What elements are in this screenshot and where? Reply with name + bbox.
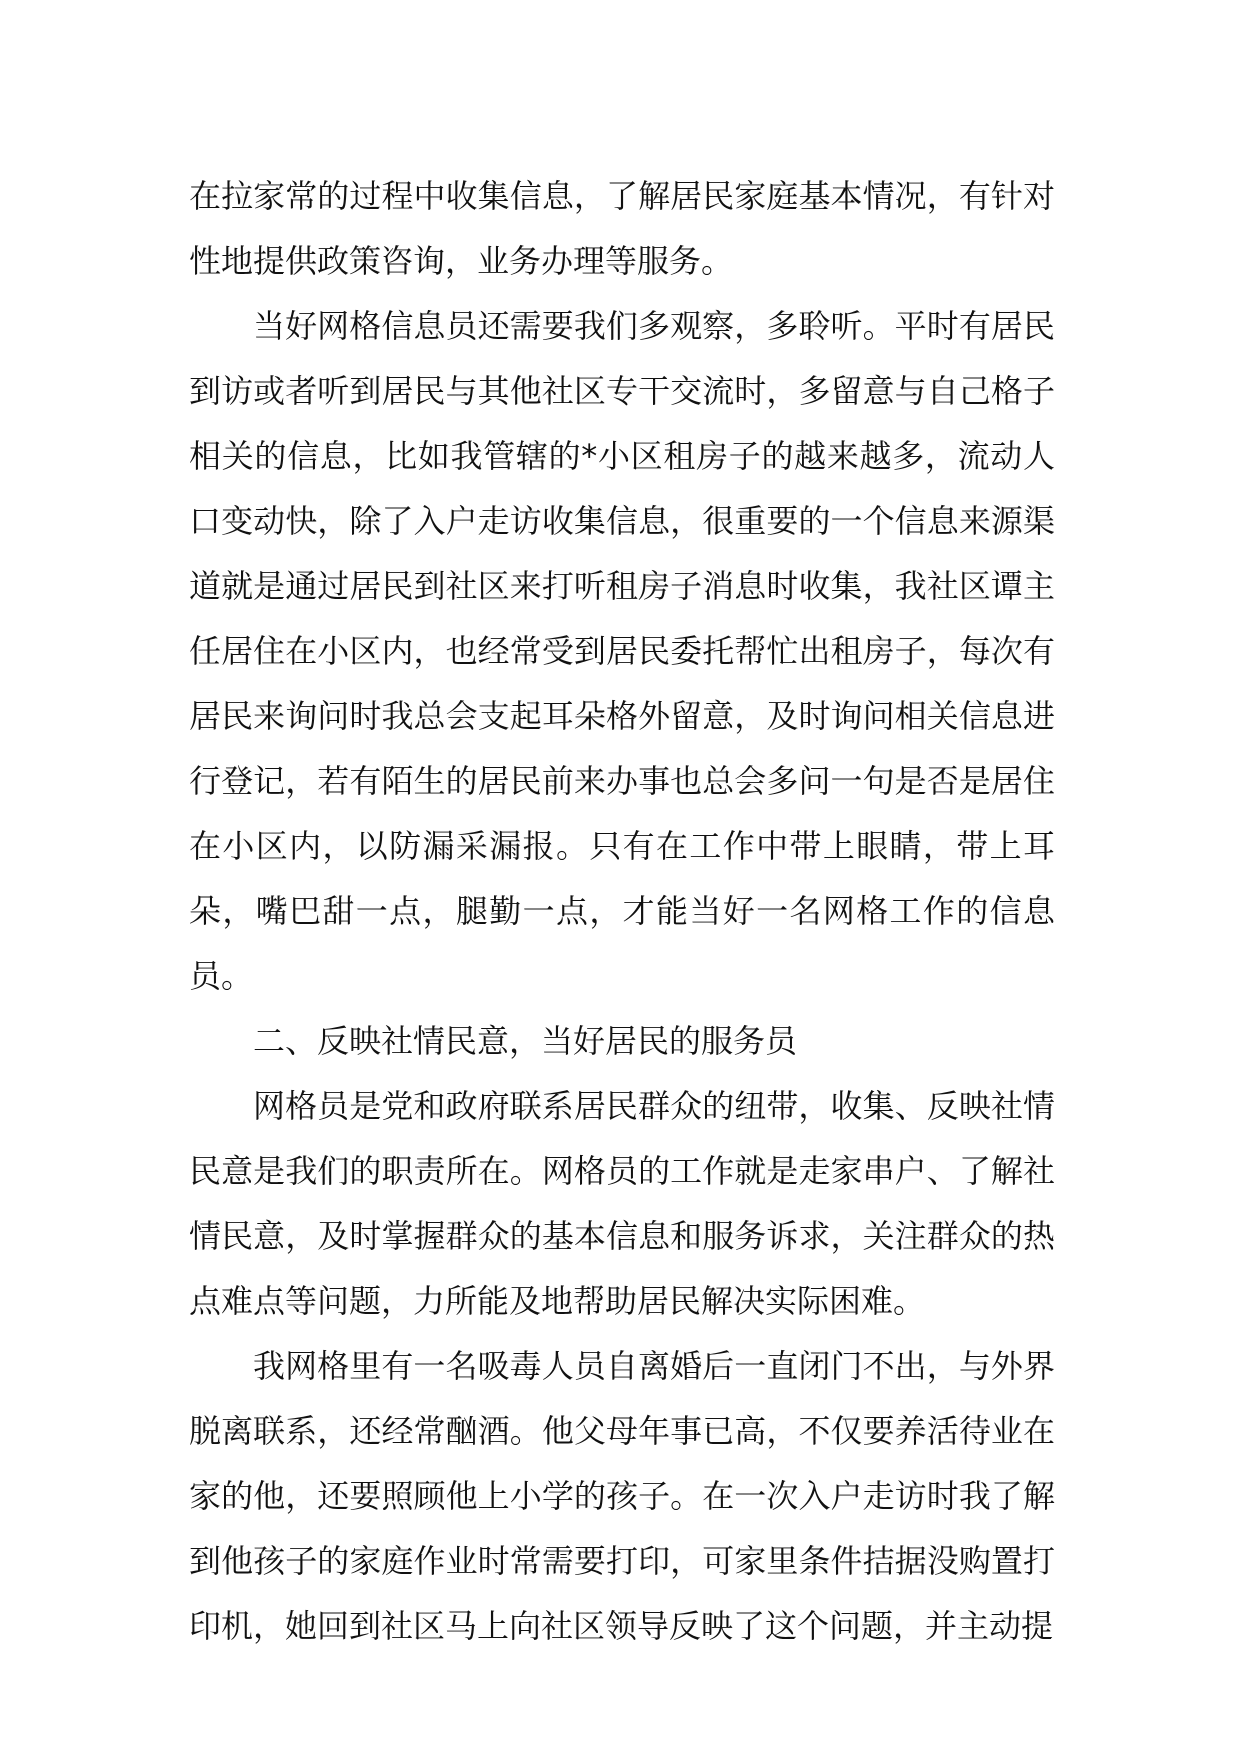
paragraph-continuation: 在拉家常的过程中收集信息，了解居民家庭基本情况，有针对性地提供政策咨询，业务办理等服务。 [189, 177, 1055, 280]
document-body [189, 164, 1055, 1659]
paragraph-information-officer: 当好网格信息员还需要我们多观察，多聆听。平时有居民到访或者听到居民与其他社区专干交流时，多留意与自己格子相关的信息，比如我管辖的*小区租房子的越来越多，流动人口变动快，除了入户走访收集信息，很重要的一个信息来源渠道就是通过居民到社区来打听租房子消息时收集，我社区谭主任居住在小区内，也经常受到居民委托帮忙出租房子，每次有居民来询问时我总会支起耳朵格外留意，及时询问相关信息进行登记，若有陌生的居民前来办事也总会多问一句是否是居住在小区内，以防漏采漏报。只有在工作中带上眼睛，带上耳朵，嘴巴甜一点，腿勤一点，才能当好一名网格工作的信息员。 [189, 307, 1055, 995]
section-heading-service: 二、反映社情民意，当好居民的服务员 [253, 1022, 798, 1060]
paragraph-grid-worker-role: 网格员是党和政府联系居民群众的纽带，收集、反映社情民意是我们的职责所在。网格员的工作就是走家串户、了解社情民意，及时掌握群众的基本信息和服务诉求，关注群众的热点难点等问题，力所能及地帮助居民解决实际困难。 [189, 1087, 1055, 1320]
paragraph-case-example: 我网格里有一名吸毒人员自离婚后一直闭门不出，与外界脱离联系，还经常酗酒。他父母年事已高，不仅要养活待业在家的他，还要照顾他上小学的孩子。在一次入户走访时我了解到他孩子的家庭作业时常需要打印，可家里条件拮据没购置打印机，她回到社区马上向社区领导反映了这个问题，并主动提 [189, 1347, 1055, 1645]
